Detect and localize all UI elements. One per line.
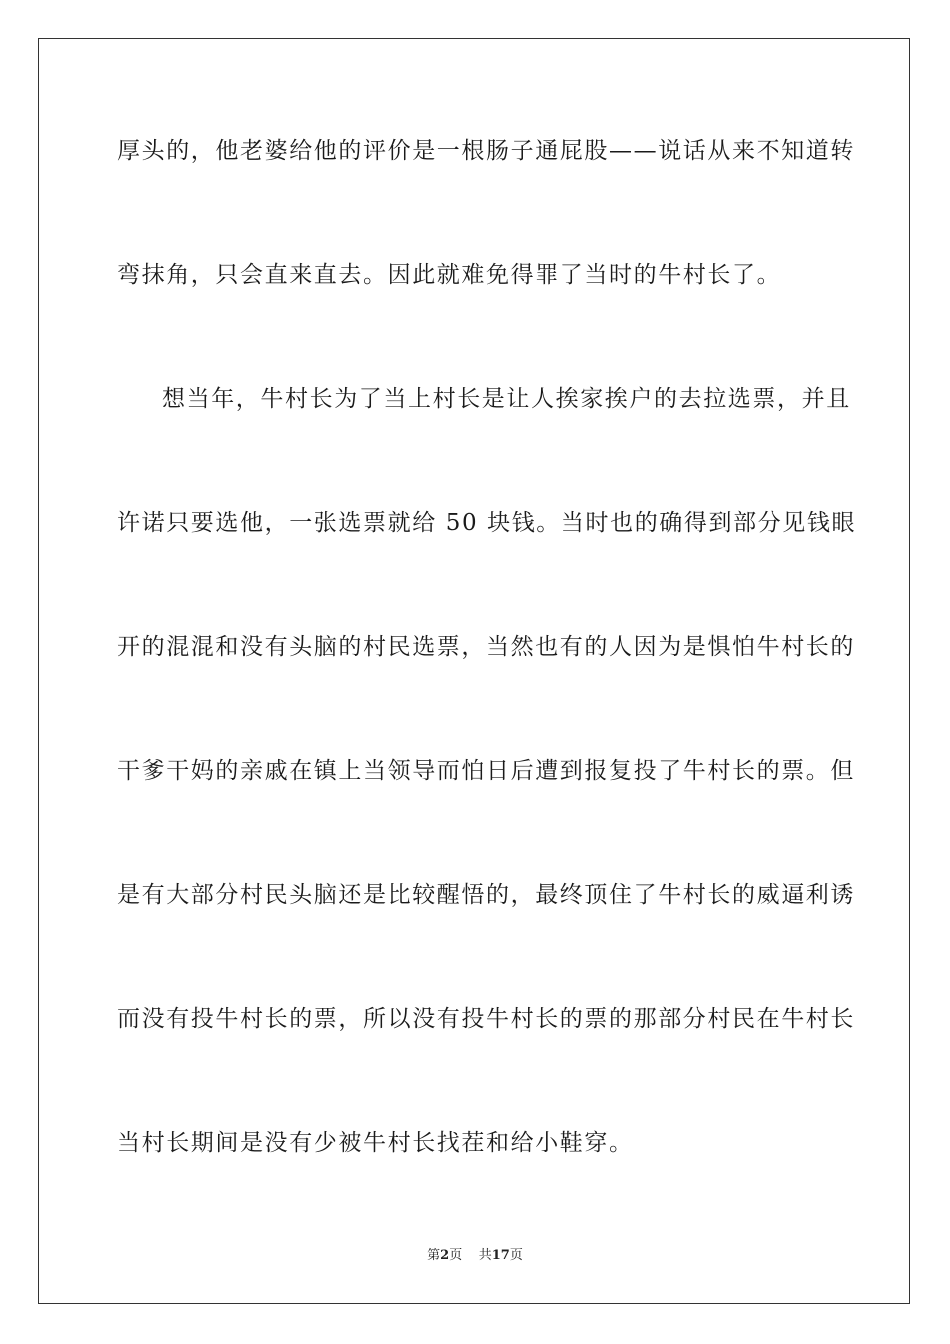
text-line-5: 开的混混和没有头脑的村民选票，当然也有的人因为是惧怕牛村长的 <box>117 634 855 660</box>
text-line-7: 是有大部分村民头脑还是比较醒悟的，最终顶住了牛村长的威逼利诱 <box>117 882 855 908</box>
text-line-6: 干爹干妈的亲戚在镇上当领导而怕日后遭到报复投了牛村长的票。但 <box>117 758 855 784</box>
text-line-9: 当村长期间是没有少被牛村长找茬和给小鞋穿。 <box>117 1130 634 1156</box>
text-line-1: 厚头的，他老婆给他的评价是一根肠子通屁股——说话从来不知道转 <box>117 138 855 164</box>
footer-page-suffix: 页 <box>449 1248 463 1263</box>
footer-page-prefix: 第 <box>427 1248 441 1263</box>
footer-total-suffix: 页 <box>509 1248 523 1263</box>
footer-page-number: 2 <box>440 1248 450 1263</box>
page-footer <box>0 1247 950 1265</box>
footer-total-pages: 17 <box>491 1248 510 1263</box>
page-border <box>38 38 910 1304</box>
text-line-2: 弯抹角，只会直来直去。因此就难免得罪了当时的牛村长了。 <box>117 262 782 288</box>
text-line-4: 许诺只要选他，一张选票就给 50 块钱。当时也的确得到部分见钱眼 <box>117 510 857 536</box>
text-line-8: 而没有投牛村长的票，所以没有投牛村长的票的那部分村民在牛村长 <box>117 1006 855 1032</box>
footer-total-prefix: 共 <box>478 1248 492 1263</box>
text-line-3-indented: 想当年，牛村长为了当上村长是让人挨家挨户的去拉选票，并且 <box>162 386 851 412</box>
